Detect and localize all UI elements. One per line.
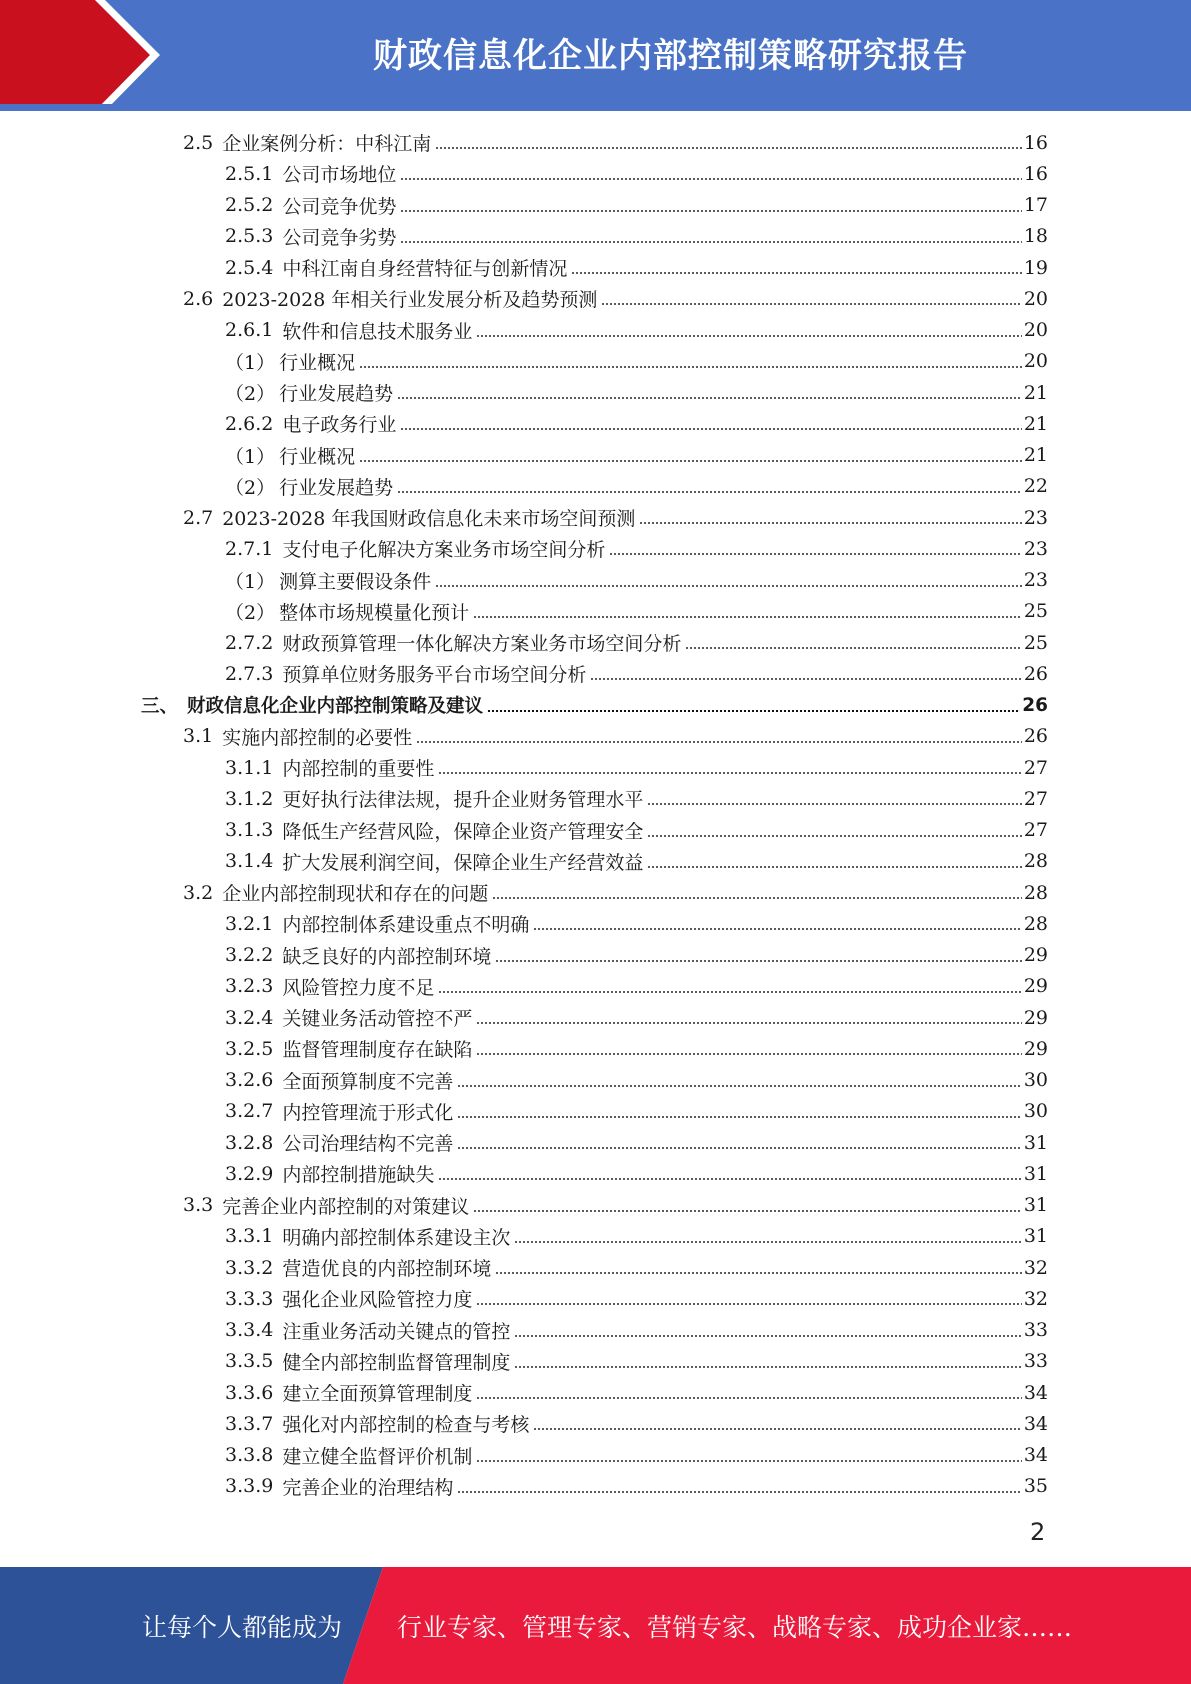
report-title: 财政信息化企业内部控制策略研究报告: [373, 35, 968, 76]
toc-entry-title: 内控管理流于形式化: [282, 1101, 454, 1124]
toc-entry[interactable]: [183, 877, 1048, 908]
toc-entry-page: 35: [1023, 1475, 1048, 1498]
toc-entry-number: 3.3.5: [225, 1350, 274, 1373]
toc-entry[interactable]: [225, 1002, 1048, 1033]
toc-entry[interactable]: [225, 783, 1048, 814]
toc-entry-page: 29: [1023, 944, 1048, 966]
toc-entry[interactable]: [183, 721, 1048, 752]
footer-banner: [0, 1567, 1191, 1684]
toc-entry-title: 全面预算制度不完善: [282, 1070, 454, 1093]
toc-entry-title: 2023-2028 年相关行业发展分析及趋势预测: [222, 289, 598, 312]
toc-dot-leader: [571, 272, 1021, 274]
toc-dot-leader: [601, 303, 1021, 305]
toc-entry[interactable]: [225, 190, 1048, 221]
toc-entry-title: 缺乏良好的内部控制环境: [282, 945, 492, 968]
toc-entry-page: 27: [1023, 756, 1048, 779]
toc-entry-page: 30: [1023, 1100, 1048, 1123]
toc-entry-number: 3.2.9: [225, 1162, 274, 1185]
toc-entry-number: （2）: [225, 476, 276, 499]
toc-entry-number: 3.3.1: [225, 1225, 274, 1248]
toc-entry-page: 16: [1023, 162, 1048, 185]
toc-dot-leader: [495, 960, 1021, 962]
toc-entry-page: 26: [1023, 725, 1048, 748]
toc-entry-number: 3.2.8: [225, 1131, 274, 1154]
toc-entry-title: 更好执行法律法规，提升企业财务管理水平: [282, 789, 644, 812]
toc-entry-page: 33: [1023, 1319, 1048, 1341]
toc-entry-number: 2.5.3: [225, 225, 274, 248]
toc-entry-number: 3.1: [183, 725, 214, 748]
toc-entry-number: 2.7.2: [225, 631, 274, 654]
toc-entry[interactable]: [225, 1471, 1048, 1502]
toc-entry-page: 27: [1023, 787, 1048, 810]
toc-dot-leader: [533, 928, 1021, 930]
toc-dot-leader: [487, 710, 1020, 712]
toc-entry-title: 财政信息化企业内部控制策略及建议: [187, 696, 484, 717]
toc-entry[interactable]: [225, 377, 1048, 408]
toc-entry-page: 31: [1023, 1131, 1048, 1154]
toc-entry-number: （1）: [225, 351, 276, 374]
toc-entry-number: 3.1.4: [225, 850, 274, 873]
toc-entry-title: 健全内部控制监督管理制度: [282, 1351, 511, 1374]
toc-entry-number: （2）: [225, 601, 276, 624]
toc-entry-number: 2.5.2: [225, 194, 274, 216]
toc-entry-number: （1）: [225, 445, 276, 468]
toc-entry-title: 整体市场规模量化预计: [279, 601, 470, 624]
toc-entry-number: 2.7.1: [225, 537, 274, 560]
toc-dot-leader: [397, 491, 1022, 493]
toc-entry[interactable]: [183, 127, 1048, 158]
toc-entry-title: 企业内部控制现状和存在的问题: [222, 883, 489, 905]
toc-entry[interactable]: [225, 158, 1048, 189]
toc-entry[interactable]: [225, 627, 1048, 658]
toc-entry-page: 28: [1023, 881, 1048, 904]
footer-slogan-right: 行业专家、管理专家、营销专家、战略专家、成功企业家……: [397, 1612, 1073, 1642]
toc-entry-number: 3.3.6: [225, 1381, 274, 1404]
toc-entry-page: 29: [1023, 975, 1048, 998]
toc-dot-leader: [514, 1241, 1021, 1243]
toc-entry-number: 2.5: [183, 131, 214, 154]
toc-entry-number: 3.2.1: [225, 912, 274, 935]
toc-entry-title: 建立全面预算管理制度: [282, 1383, 473, 1405]
toc-entry-page: 21: [1023, 381, 1048, 404]
toc-entry-page: 21: [1023, 412, 1048, 435]
toc-dot-leader: [416, 741, 1022, 743]
toc-entry-number: 2.7.3: [225, 662, 274, 685]
toc-entry[interactable]: [225, 471, 1048, 502]
toc-entry-page: 18: [1023, 225, 1048, 248]
toc-entry-page: 31: [1023, 1225, 1048, 1248]
toc-dot-leader: [514, 1335, 1021, 1337]
toc-entry-page: 31: [1023, 1194, 1048, 1216]
toc-entry[interactable]: [225, 1221, 1048, 1252]
toc-dot-leader: [495, 1272, 1021, 1274]
toc-entry-page: 25: [1023, 600, 1048, 623]
toc-entry-title: 测算主要假设条件: [279, 570, 432, 593]
toc-entry-number: 3.3.3: [225, 1287, 274, 1310]
toc-entry-number: 3.2.7: [225, 1100, 274, 1123]
toc-entry-number: 2.5.4: [225, 256, 274, 279]
toc-entry[interactable]: [225, 596, 1048, 627]
toc-entry-title: 财政预算管理一体化解决方案业务市场空间分析: [282, 633, 682, 655]
header-bar: [0, 0, 1191, 111]
toc-entry[interactable]: [183, 283, 1048, 314]
toc-entry-page: 27: [1023, 819, 1048, 841]
toc-entry-title: 行业发展趋势: [279, 476, 394, 499]
toc-entry-title: 内部控制的重要性: [282, 758, 435, 780]
toc-entry[interactable]: [225, 315, 1048, 346]
toc-entry[interactable]: [141, 690, 1048, 721]
toc-dot-leader: [400, 178, 1021, 180]
toc-entry-title: 电子政务行业: [282, 414, 397, 437]
toc-dot-leader: [514, 1366, 1021, 1368]
toc-entry-page: 32: [1023, 1287, 1048, 1310]
toc-dot-leader: [457, 1085, 1021, 1087]
toc-entry-title: 风险管控力度不足: [282, 976, 435, 999]
toc-entry-number: 3.1.1: [225, 756, 274, 779]
toc-entry-title: 降低生产经营风险，保障企业资产管理安全: [282, 820, 644, 843]
toc-entry[interactable]: [225, 1158, 1048, 1189]
toc-dot-leader: [457, 1147, 1021, 1149]
toc-entry-number: 2.6: [183, 287, 214, 310]
toc-entry-title: 2023-2028 年我国财政信息化未来市场空间预测: [222, 508, 636, 530]
toc-dot-leader: [457, 1491, 1021, 1493]
toc-entry-page: 16: [1023, 131, 1048, 154]
toc-dot-leader: [400, 210, 1021, 212]
toc-dot-leader: [400, 428, 1021, 430]
toc-entry-title: 建立健全监督评价机制: [282, 1445, 473, 1468]
toc-entry-title: 支付电子化解决方案业务市场空间分析: [282, 539, 606, 562]
toc-dot-leader: [438, 991, 1021, 993]
toc-dot-leader: [438, 772, 1021, 774]
toc-entry-page: 29: [1023, 1006, 1048, 1029]
toc-entry-title: 实施内部控制的必要性: [222, 726, 413, 749]
toc-entry-number: （2）: [225, 383, 276, 405]
toc-dot-leader: [476, 335, 1021, 337]
toc-entry-title: 明确内部控制体系建设主次: [282, 1226, 511, 1249]
toc-entry-title: 公司市场地位: [282, 164, 397, 187]
toc-dot-leader: [609, 553, 1021, 555]
toc-dot-leader: [590, 678, 1021, 680]
toc-entry-page: 22: [1023, 475, 1048, 498]
toc-dot-leader: [476, 1022, 1021, 1024]
toc-entry[interactable]: [225, 846, 1048, 877]
toc-entry[interactable]: [225, 971, 1048, 1002]
toc-entry-number: 2.6.2: [225, 412, 274, 435]
toc-entry[interactable]: [225, 1315, 1048, 1346]
toc-entry-number: 3.3.9: [225, 1475, 274, 1498]
toc-entry[interactable]: [225, 221, 1048, 252]
toc-entry[interactable]: [225, 1127, 1048, 1158]
toc-entry[interactable]: [225, 346, 1048, 377]
toc-dot-leader: [435, 585, 1022, 587]
toc-entry-title: 监督管理制度存在缺陷: [282, 1039, 473, 1062]
toc-dot-leader: [647, 866, 1021, 868]
toc-entry[interactable]: [225, 908, 1048, 939]
toc-entry-title: 行业概况: [279, 445, 356, 468]
toc-entry-page: 21: [1023, 444, 1048, 466]
toc-entry-title: 行业概况: [279, 351, 356, 374]
toc-dot-leader: [359, 460, 1022, 462]
toc-dot-leader: [647, 803, 1021, 805]
toc-entry-page: 29: [1023, 1037, 1048, 1060]
toc-entry-number: 3.3.7: [225, 1412, 274, 1435]
toc-entry-page: 34: [1023, 1412, 1048, 1435]
toc-entry[interactable]: [225, 440, 1048, 471]
page-number: 2: [1030, 1518, 1046, 1546]
toc-entry-number: （1）: [225, 570, 276, 593]
toc-entry-page: 32: [1023, 1256, 1048, 1279]
toc-entry-page: 19: [1023, 256, 1048, 279]
toc-entry-page: 25: [1023, 631, 1048, 654]
toc-entry[interactable]: [225, 252, 1048, 283]
toc-entry[interactable]: [225, 1377, 1048, 1408]
toc-entry-title: 预算单位财务服务平台市场空间分析: [282, 664, 587, 687]
toc-dot-leader: [400, 241, 1021, 243]
toc-dot-leader: [438, 1178, 1021, 1180]
toc-entry-number: 3.1.3: [225, 819, 274, 841]
toc-entry-title: 公司治理结构不完善: [282, 1133, 454, 1155]
toc-entry-title: 中科江南自身经营特征与创新情况: [282, 258, 568, 280]
toc-entry[interactable]: [225, 1346, 1048, 1377]
toc-entry-title: 关键业务活动管控不严: [282, 1008, 473, 1030]
toc-entry[interactable]: [225, 1252, 1048, 1283]
toc-entry-page: 20: [1023, 319, 1048, 341]
toc-entry[interactable]: [225, 658, 1048, 689]
toc-entry-title: 企业案例分析：中科江南: [222, 133, 432, 155]
toc-entry-page: 34: [1023, 1381, 1048, 1404]
toc-dot-leader: [476, 1397, 1021, 1399]
toc-dot-leader: [639, 522, 1021, 524]
toc-entry-number: 3.3.4: [225, 1319, 274, 1341]
toc-entry-number: 3.3: [183, 1194, 214, 1216]
toc-dot-leader: [476, 1053, 1021, 1055]
toc-entry-number: 3.3.8: [225, 1444, 274, 1466]
toc-entry[interactable]: [183, 502, 1048, 533]
toc-entry[interactable]: [225, 1096, 1048, 1127]
toc-entry-title: 完善企业内部控制的对策建议: [222, 1195, 470, 1218]
toc-dot-leader: [435, 147, 1022, 149]
toc-entry-page: 20: [1023, 287, 1048, 310]
toc-entry-number: 3.2.3: [225, 975, 274, 998]
toc-entry[interactable]: [183, 1190, 1048, 1221]
toc-entry[interactable]: [225, 815, 1048, 846]
toc-entry-title: 公司竞争劣势: [282, 226, 397, 249]
toc-entry-title: 营造优良的内部控制环境: [282, 1258, 492, 1280]
toc-entry-page: 17: [1023, 194, 1048, 216]
toc-entry-title: 行业发展趋势: [279, 383, 394, 405]
toc-entry[interactable]: [225, 752, 1048, 783]
toc-entry-number: 三、: [141, 696, 179, 717]
toc-dot-leader: [533, 1428, 1021, 1430]
toc-dot-leader: [359, 366, 1022, 368]
toc-entry-title: 注重业务活动关键点的管控: [282, 1320, 511, 1343]
toc-dot-leader: [685, 647, 1021, 649]
toc-entry-number: 3.1.2: [225, 787, 274, 810]
toc-entry-page: 23: [1023, 506, 1048, 529]
toc-dot-leader: [476, 1460, 1021, 1462]
toc-entry[interactable]: [225, 1065, 1048, 1096]
toc-entry-page: 34: [1023, 1444, 1048, 1466]
toc-entry-page: 30: [1023, 1069, 1048, 1091]
toc-entry-number: 2.6.1: [225, 319, 274, 341]
toc-entry-title: 扩大发展利润空间，保障企业生产经营效益: [282, 851, 644, 874]
footer-slogan-left: 让每个人都能成为: [142, 1612, 343, 1642]
toc-dot-leader: [397, 397, 1022, 399]
toc-entry-page: 23: [1023, 569, 1048, 591]
toc-entry-number: 3.2.6: [225, 1069, 274, 1091]
toc-entry-page: 26: [1022, 694, 1048, 716]
toc-entry-number: 3.3.2: [225, 1256, 274, 1279]
toc-entry[interactable]: [225, 1033, 1048, 1064]
toc-entry-number: 2.5.1: [225, 162, 274, 185]
toc-entry[interactable]: [225, 565, 1048, 596]
toc-entry[interactable]: [225, 1283, 1048, 1314]
toc-entry-number: 3.2.2: [225, 944, 274, 966]
toc-entry-page: 26: [1023, 662, 1048, 685]
toc-entry-page: 28: [1023, 912, 1048, 935]
toc-entry[interactable]: [225, 940, 1048, 971]
toc-entry[interactable]: [225, 533, 1048, 564]
toc-entry-page: 33: [1023, 1350, 1048, 1373]
toc-dot-leader: [473, 1210, 1022, 1212]
toc-entry-title: 强化企业风险管控力度: [282, 1289, 473, 1312]
toc-entry-title: 完善企业的治理结构: [282, 1476, 454, 1499]
toc-entry-title: 软件和信息技术服务业: [282, 320, 473, 343]
toc-entry-title: 内部控制体系建设重点不明确: [282, 914, 530, 937]
toc-entry[interactable]: [225, 408, 1048, 439]
toc-entry[interactable]: [225, 1408, 1048, 1439]
toc-dot-leader: [647, 835, 1021, 837]
toc-dot-leader: [476, 1303, 1021, 1305]
toc-entry-page: 23: [1023, 537, 1048, 560]
toc-dot-leader: [473, 616, 1022, 618]
toc-entry-page: 20: [1023, 350, 1048, 373]
toc-entry-title: 公司竞争优势: [282, 195, 397, 218]
toc-dot-leader: [492, 897, 1022, 899]
toc-dot-leader: [457, 1116, 1021, 1118]
toc-entry-page: 28: [1023, 850, 1048, 873]
toc-entry-number: 3.2.5: [225, 1037, 274, 1060]
toc-entry-page: 31: [1023, 1162, 1048, 1185]
toc-entry-title: 内部控制措施缺失: [282, 1164, 435, 1187]
toc-entry-number: 3.2: [183, 881, 214, 904]
toc-entry-title: 强化对内部控制的检查与考核: [282, 1414, 530, 1437]
toc-entry-number: 3.2.4: [225, 1006, 274, 1029]
toc-entry-number: 2.7: [183, 506, 214, 529]
toc-entry[interactable]: [225, 1440, 1048, 1471]
